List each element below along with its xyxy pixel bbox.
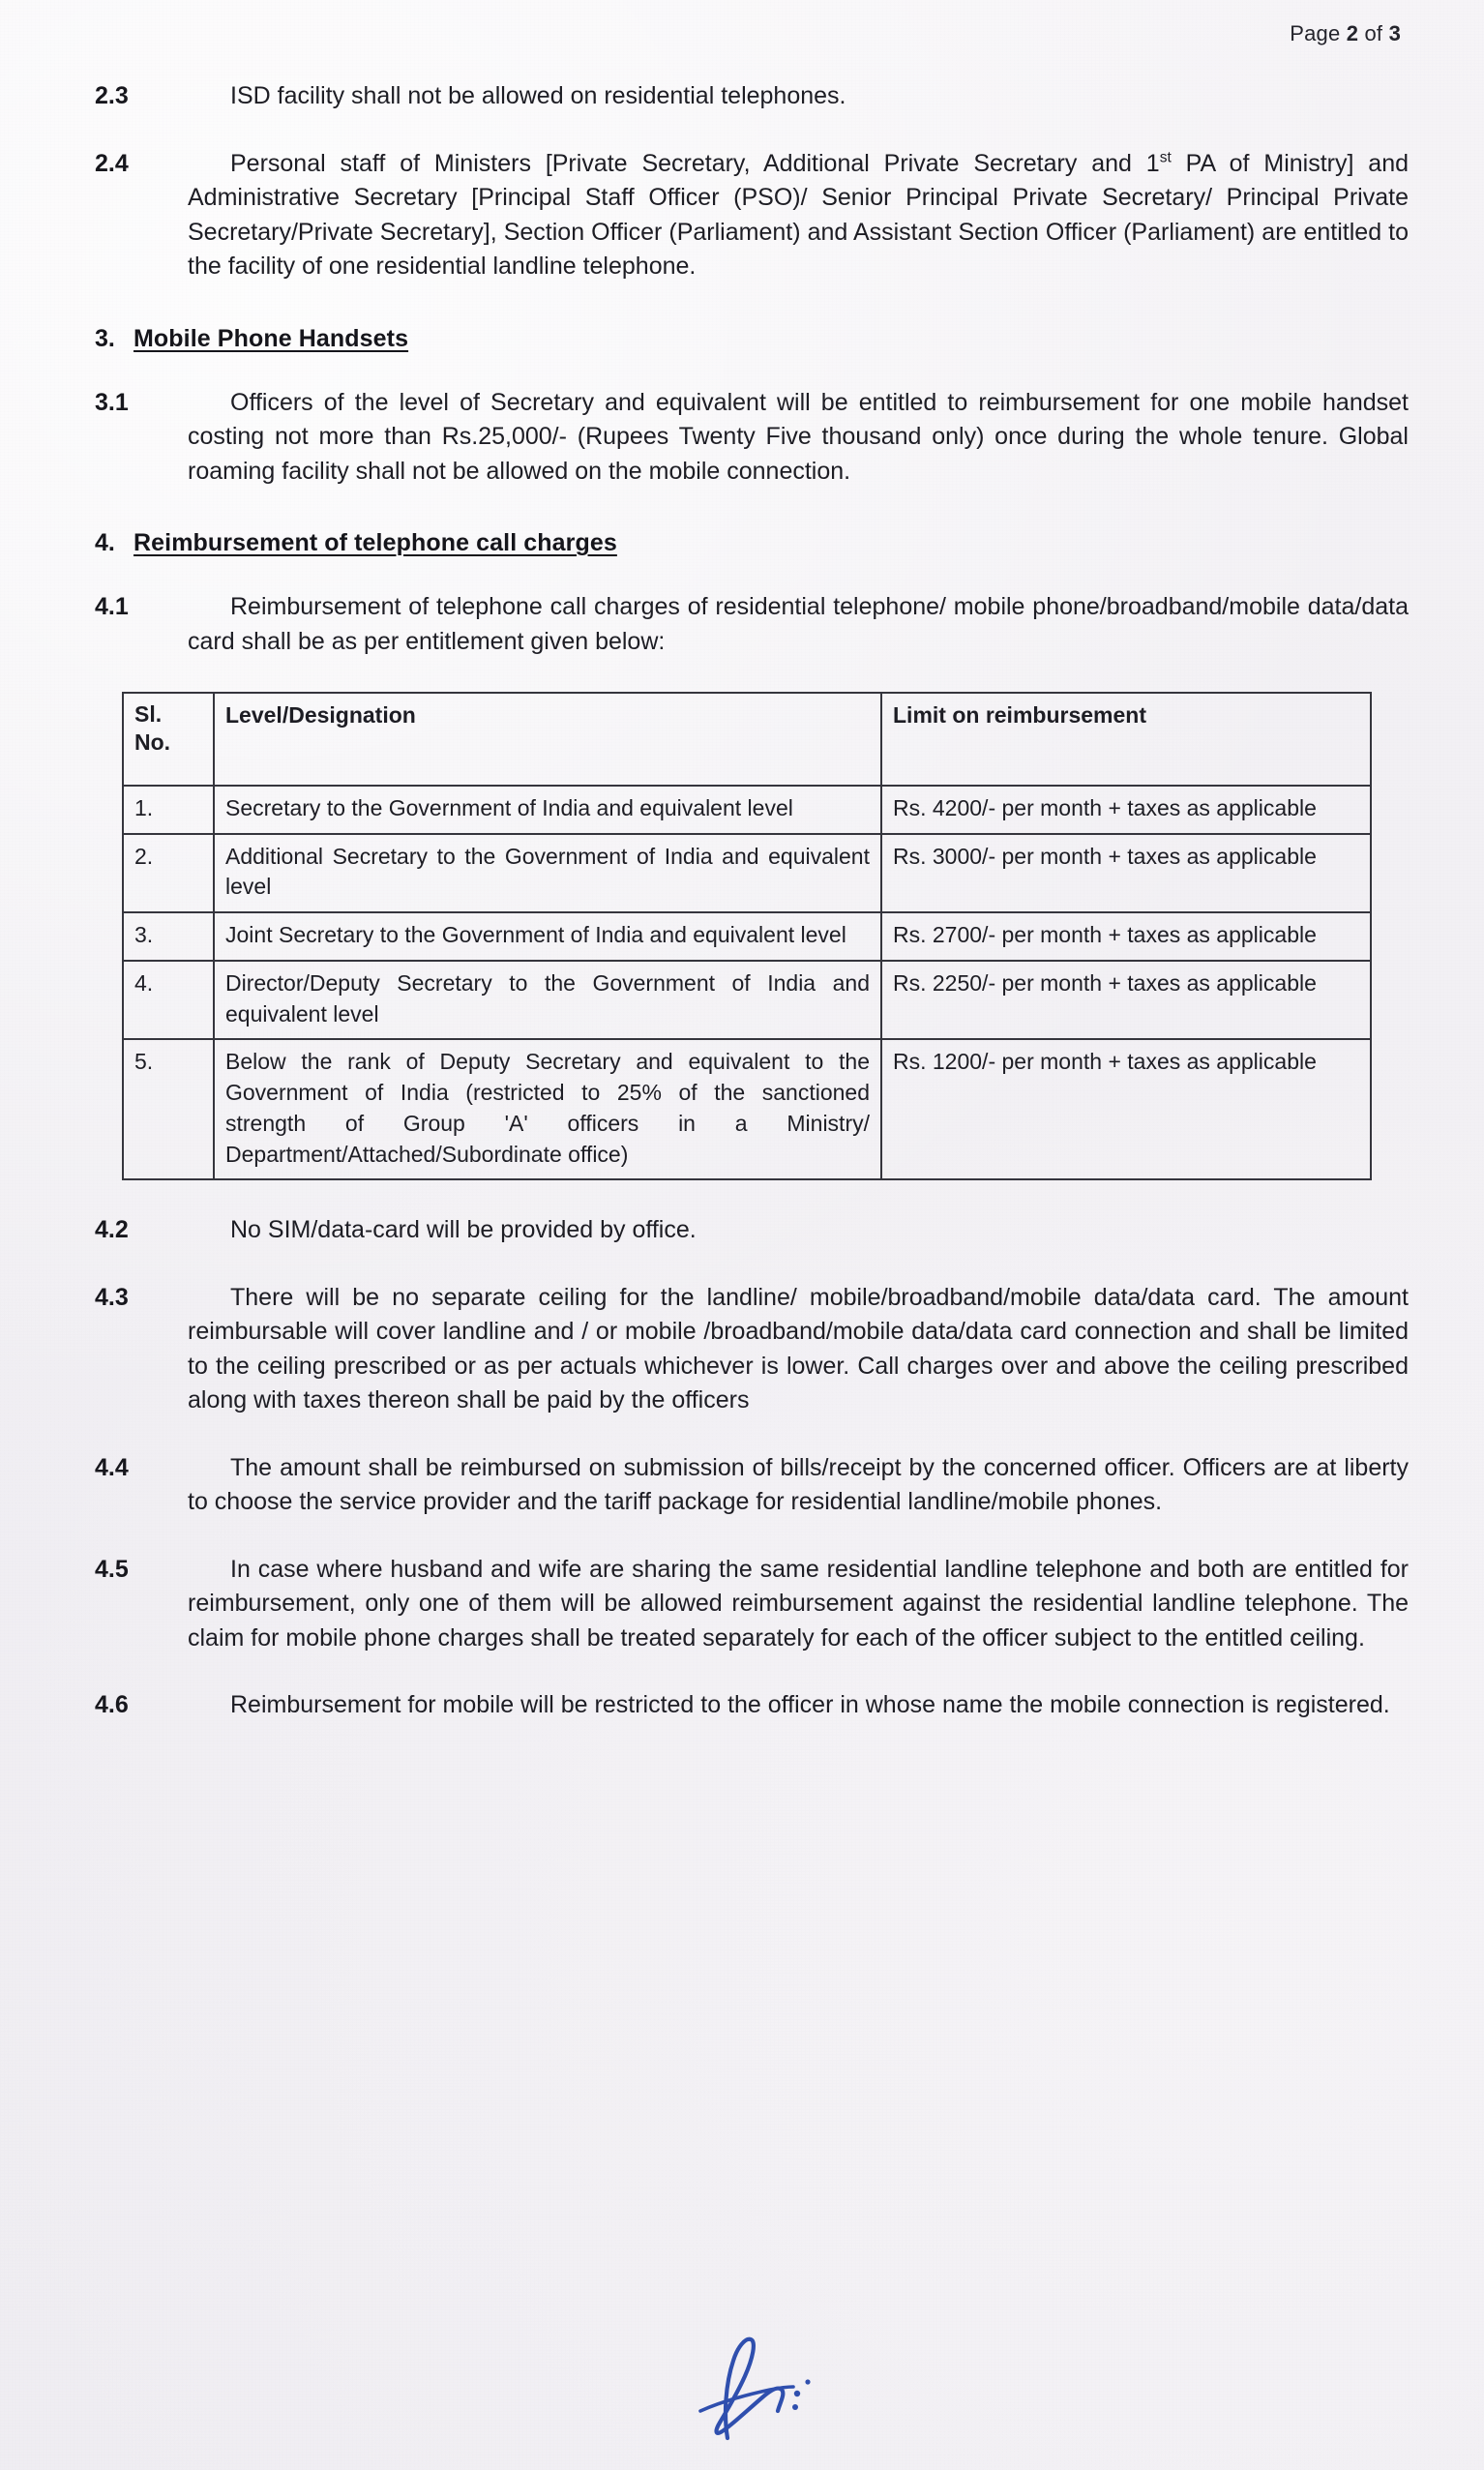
clause-text: There will be no separate ceiling for the landline/ mobile/broadband/mobile data/data card. The amount reimbursable will cover landline and / or mobile /broadband/mobile data/data card connection and shall be limited to the ceiling prescribed or as per actuals whichever is lower. Call charges over and above the ceiling prescribed along with taxes thereon shall be paid by the officers	[188, 1283, 1409, 1414]
cell-limit: Rs. 4200/- per month + taxes as applicable	[881, 786, 1371, 834]
reimbursement-limits-table	[122, 692, 1372, 1180]
clause-text: The amount shall be reimbursed on submission of bills/receipt by the concerned officer. Officers are at liberty to choose the service provider and the tariff package for residential landline/mobile phones.	[188, 1453, 1409, 1516]
clause-2-4	[95, 147, 1409, 284]
table-row	[123, 786, 1371, 834]
clause-text: Reimbursement of telephone call charges of residential telephone/ mobile phone/broadband/mobile data/data card shall be as per entitlement given below:	[188, 593, 1409, 655]
table-row	[123, 834, 1371, 912]
cell-sl-no: 4.	[123, 961, 214, 1039]
clause-4-3	[95, 1281, 1409, 1418]
page-header-prefix: Page	[1290, 21, 1347, 45]
ordinal-suffix: st	[1159, 149, 1172, 166]
cell-limit: Rs. 2250/- per month + taxes as applicable	[881, 961, 1371, 1039]
clause-4-5	[95, 1553, 1409, 1656]
table-row	[123, 1039, 1371, 1179]
cell-sl-no: 5.	[123, 1039, 214, 1179]
cell-sl-no: 1.	[123, 786, 214, 834]
clause-number: 4.6	[95, 1691, 129, 1719]
clause-text: Reimbursement for mobile will be restricted to the officer in whose name the mobile connection is registered.	[230, 1691, 1390, 1719]
column-header-level-designation: Level/Designation	[214, 693, 881, 786]
page-header-total: 3	[1388, 21, 1401, 45]
cell-level-designation: Director/Deputy Secretary to the Government of India and equivalent level	[214, 961, 881, 1039]
handwritten-signature-icon	[677, 2330, 861, 2446]
clause-number: 2.3	[95, 82, 129, 109]
clause-4-6	[95, 1688, 1409, 1723]
cell-sl-no: 3.	[123, 912, 214, 961]
clause-number: 3.1	[95, 388, 129, 416]
cell-level-designation: Below the rank of Deputy Secretary and equivalent to the Government of India (restricted to 25% of the sanctioned strength of Group 'A' officers in a Ministry/ Department/Attached/Subordinate office)	[214, 1039, 881, 1179]
table-header-row	[123, 693, 1371, 786]
clause-number: 2.4	[95, 149, 129, 177]
clause-text: ISD facility shall not be allowed on residential telephones.	[230, 82, 846, 109]
clause-2-3	[95, 79, 1409, 114]
clause-text-part1: Personal staff of Ministers [Private Secretary, Additional Private Secretary and 1	[230, 149, 1160, 177]
column-header-sl-no	[123, 693, 214, 786]
clause-3-1	[95, 386, 1409, 490]
clause-text: In case where husband and wife are sharing the same residential landline telephone and both are entitled for reimbursement, only one of them will be allowed reimbursement against the residential landline telephone. The claim for mobile phone charges shall be treated separately for each of the officer subject to the entitled ceiling.	[188, 1555, 1409, 1652]
clause-number: 4.4	[95, 1453, 129, 1481]
cell-level-designation: Additional Secretary to the Government of India and equivalent level	[214, 834, 881, 912]
clause-text	[188, 147, 1409, 284]
table-row	[123, 961, 1371, 1039]
cell-sl-no: 2.	[123, 834, 214, 912]
clause-text: Officers of the level of Secretary and equivalent will be entitled to reimbursement for one mobile handset costing not more than Rs.25,000/- (Rupees Twenty Five thousand only) once during the whole tenure. Global roaming facility shall not be allowed on the mobile connection.	[188, 388, 1409, 485]
table-row	[123, 912, 1371, 961]
clause-text: No SIM/data-card will be provided by office.	[230, 1216, 697, 1244]
cell-level-designation: Joint Secretary to the Government of India and equivalent level	[214, 912, 881, 961]
page-header-current: 2	[1346, 21, 1359, 45]
page-header-middle: of	[1358, 21, 1389, 45]
bottom-spacer	[95, 1723, 1409, 1810]
clause-number: 4.2	[95, 1216, 129, 1244]
clause-number: 4.3	[95, 1283, 129, 1311]
clause-4-2	[95, 1213, 1409, 1248]
section-number: 4.	[95, 529, 115, 556]
column-header-limit: Limit on reimbursement	[881, 693, 1371, 786]
sl-no-line1: Sl.	[134, 701, 163, 727]
sl-no-line2: No.	[134, 729, 171, 756]
clause-4-4	[95, 1451, 1409, 1520]
section-title: Reimbursement of telephone call charges	[134, 529, 617, 556]
section-title: Mobile Phone Handsets	[134, 324, 409, 352]
clause-4-1	[95, 590, 1409, 659]
section-heading-4	[95, 529, 1409, 557]
cell-limit: Rs. 1200/- per month + taxes as applicable	[881, 1039, 1371, 1179]
page-number-header	[95, 0, 1409, 46]
section-heading-3	[95, 325, 1409, 353]
cell-level-designation: Secretary to the Government of India and equivalent level	[214, 786, 881, 834]
clause-number: 4.5	[95, 1555, 129, 1583]
cell-limit: Rs. 2700/- per month + taxes as applicable	[881, 912, 1371, 961]
clause-text-part2: PA of Ministry] and Administrative Secretary [Principal Staff Officer (PSO)/ Senior Principal Private Secretary/ Principal Private Secretary/Private Secretary], Section Officer (Parliament) and Assistant Section Officer (Parliament) are entitled to the facility of one residential landline telephone.	[188, 149, 1410, 280]
clause-number: 4.1	[95, 593, 129, 620]
cell-limit: Rs. 3000/- per month + taxes as applicable	[881, 834, 1371, 912]
section-number: 3.	[95, 324, 115, 352]
